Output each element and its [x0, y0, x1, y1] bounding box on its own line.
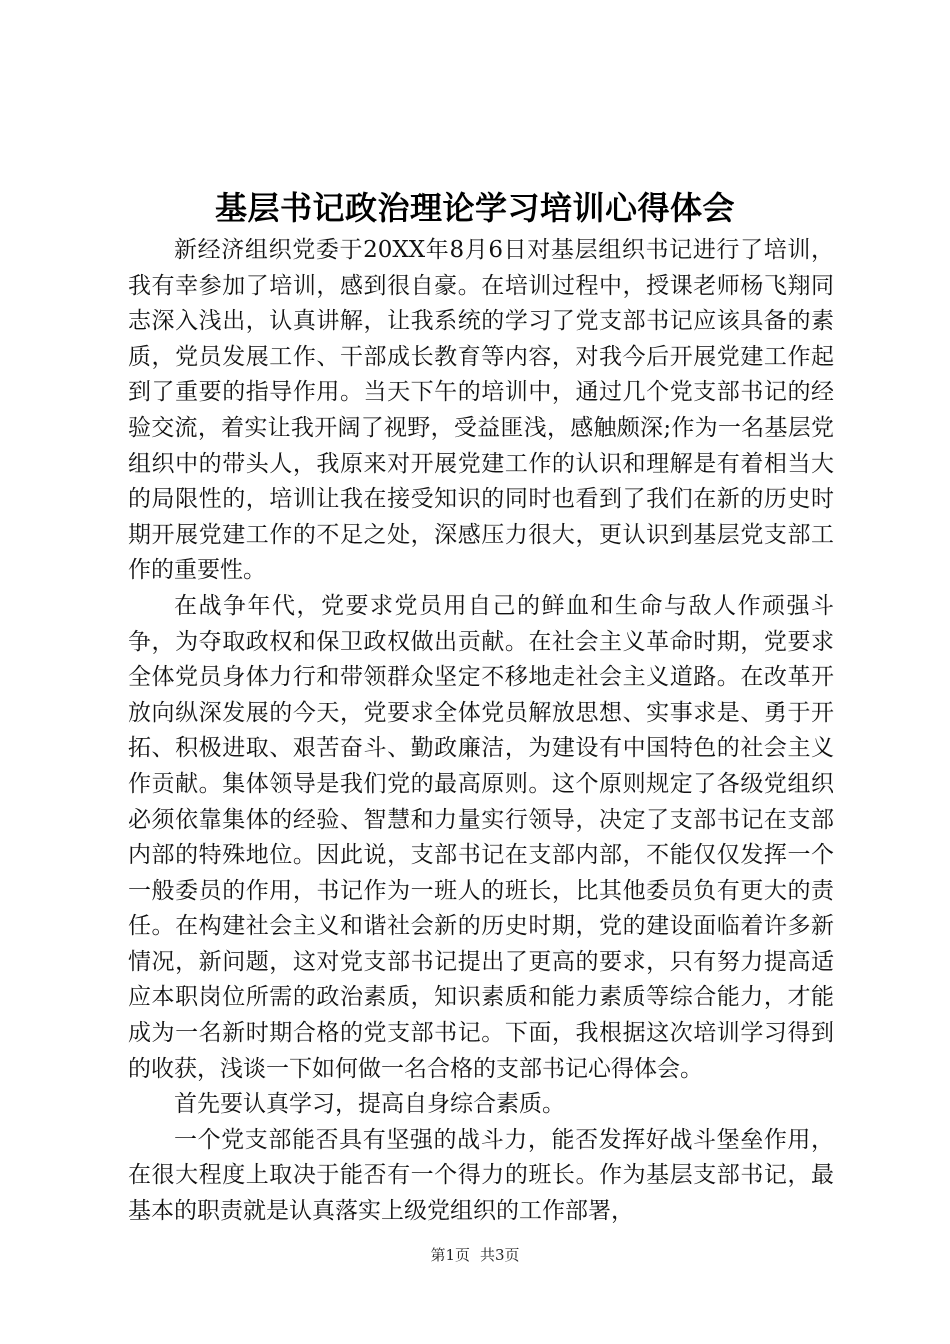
page-footer: [0, 1244, 950, 1266]
paragraph-history: 在战争年代，党要求党员用自己的鲜血和生命与敌人作顽强斗争，为夺取政权和保卫政权做出贡献。在社会主义革命时期，党要求全体党员身体力行和带领群众坚定不移地走社会主义道路。在改革开放向纵深发展的今天，党要求全体党员解放思想、实事求是、勇于开拓、积极进取、艰苦奋斗、勤政廉洁，为建设有中国特色的社会主义作贡献。集体领导是我们党的最高原则。这个原则规定了各级党组织必须依靠集体的经验、智慧和力量实行领导，决定了支部书记在支部内部的特殊地位。因此说，支部书记在支部内部，不能仅仅发挥一个一般委员的作用，书记作为一班人的班长，比其他委员负有更大的责任。在构建社会主义和谐社会新的历史时期，党的建设面临着许多新情况，新问题，这对党支部书记提出了更高的要求，只有努力提高适应本职岗位所需的政治素质，知识素质和能力素质等综合能力，才能成为一名新时期合格的党支部书记。下面，我根据这次培训学习得到的收获，浅谈一下如何做一名合格的支部书记心得体会。: [128, 592, 834, 1082]
page-total: 共3页: [480, 1246, 520, 1264]
document-title: 基层书记政治理论学习培训心得体会: [214, 189, 735, 227]
page-number: 第1页: [430, 1246, 470, 1264]
paragraph-heading-study: 首先要认真学习，提高自身综合素质。: [174, 1091, 565, 1118]
paragraph-intro: 新经济组织党委于20XX年8月6日对基层组织书记进行了培训，我有幸参加了培训，感到很自豪。在培训过程中，授课老师杨飞翔同志深入浅出，认真讲解，让我系统的学习了党支部书记应该具备的素质，党员发展工作、干部成长教育等内容，对我今后开展党建工作起到了重要的指导作用。当天下午的培训中，通过几个党支部书记的经验交流，着实让我开阔了视野，受益匪浅，感触颇深;作为一名基层党组织中的带头人，我原来对开展党建工作的认识和理解是有着相当大的局限性的，培训让我在接受知识的同时也看到了我们在新的历史时期开展党建工作的不足之处，深感压力很大，更认识到基层党支部工作的重要性。: [128, 237, 834, 584]
document-body: [128, 233, 834, 1230]
paragraph-branch-leader: 一个党支部能否具有坚强的战斗力，能否发挥好战斗堡垒作用，在很大程度上取决于能否有一个得力的班长。作为基层支部书记，最基本的职责就是认真落实上级党组织的工作部署，: [128, 1126, 834, 1225]
